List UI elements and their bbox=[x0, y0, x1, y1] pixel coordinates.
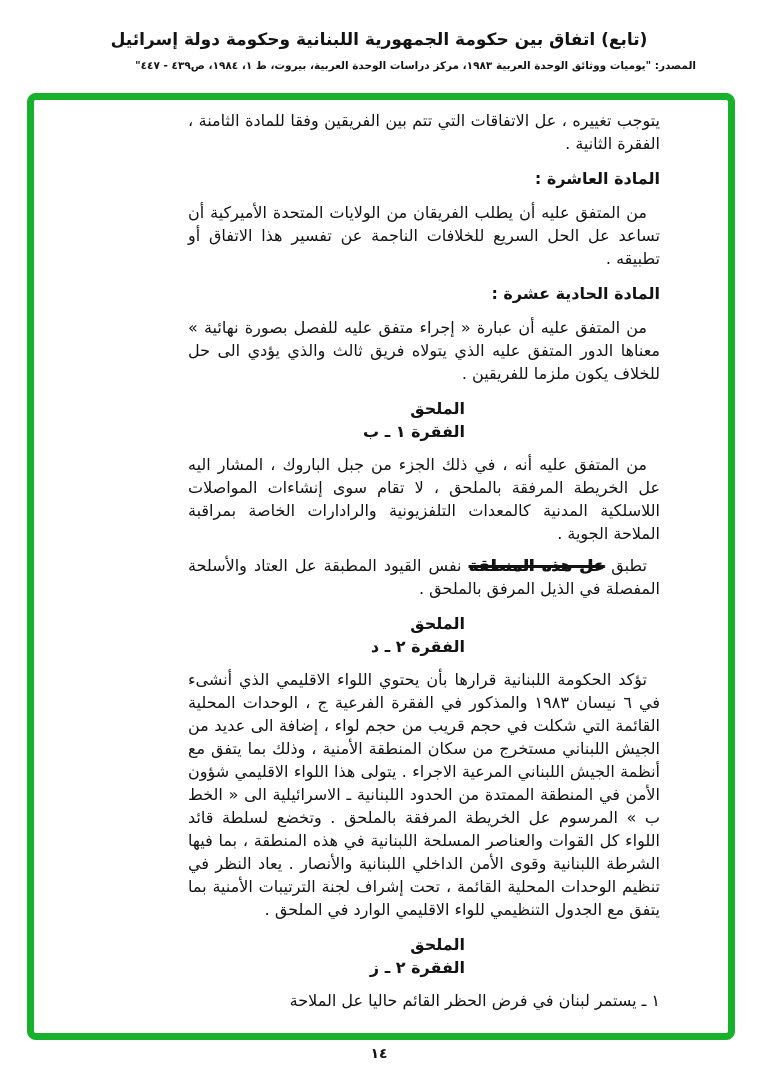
annex-2d-paragraph: تؤكد الحكومة اللبنانية قرارها بأن يحتوي اللواء الاقليمي الذي أنشىء في ٦ نيسان ١٩٨٣ والمذكور في الفقرة الفرعية ج ، الوحدات المحلية القائمة التي شكلت في حجم قريب من حجم لواء ، إضافة الى عديد من الجيش اللبناني مستخرج من سكان المنطقة الأمنية ، وذلك بما يتفق مع أنظمة الجيش اللبناني المرعية الاجراء . يتولى هذا اللواء الاقليمي شؤون الأمن في المنطقة الممتدة من الحدود اللبنانية ـ الاسرائيلية الى « الخط ب » المرسوم عل الخريطة المرفقة بالملحق . وتخضع لسلطة قائد اللواء كل القوات والعناصر المسلحة اللبنانية في هذه المنطقة ، بما فيها الشرطة اللبنانية وقوى الأمن الداخلي اللبنانية والأنصار . يعاد النظر في تنظيم الوحدات المحلية القائمة ، تحت إشراف لجنة الترتيبات الأمنية بما يتفق مع الجدول التنظيمي للواء الاقليمي الوارد في الملحق . bbox=[188, 670, 660, 919]
annex-1b-paragraph: من المتفق عليه أنه ، في ذلك الجزء من جبل الباروك ، المشار اليه عل الخريطة المرفقة بالملحق ، لا تقام سوى إنشاءات المواصلات اللاسلكية المدنية كالمعدات التلفزيونية والرادارات الخاصة بمراقبة الملاحة الجوية . bbox=[188, 455, 660, 543]
restrictions-paragraph-prefix: تطبق bbox=[604, 556, 648, 575]
document-body bbox=[34, 100, 728, 1012]
page-number: ١٤ bbox=[370, 1046, 388, 1062]
article-10-heading: المادة العاشرة : bbox=[534, 169, 660, 188]
source-citation: المصدر: "يوميات ووثائق الوحدة العربية ١٩٨٣، مركز دراسات الوحدة العربية، بيروت، ط ١، ١٩٨٤، ص٤٣٩ - ٤٤٧" bbox=[135, 60, 696, 72]
annex-clause-label-1b: الفقرة ١ ـ ب bbox=[363, 422, 465, 441]
article-11-paragraph: من المتفق عليه أن عبارة « إجراء متفق عليه للفصل بصورة نهائية » معناها الدور المتفق عليه الذي يتولاه فريق ثالث والذي يؤدي الى حل للخلاف يكون ملزما للفريقين . bbox=[188, 318, 660, 383]
article-11-heading: المادة الحادية عشرة : bbox=[491, 284, 660, 303]
article-10-paragraph: من المتفق عليه أن يطلب الفريقان من الولايات المتحدة الأميركية أن تساعد عل الحل السريع للخلافات الناجمة عن تفسير هذا الاتفاق أو تطبيقه . bbox=[188, 203, 660, 268]
document-frame bbox=[27, 93, 735, 1040]
overstruck-text: عل هذه المنطقة bbox=[468, 556, 605, 575]
annex-clause-label-2z: الفقرة ٢ ـ ز bbox=[369, 958, 465, 977]
annex-heading: الملحق bbox=[410, 399, 465, 418]
annex-heading: الملحق bbox=[410, 614, 465, 633]
annex-1b-restrictions-paragraph bbox=[188, 554, 660, 600]
annex-clause-label-2d: الفقرة ٢ ـ د bbox=[370, 637, 465, 656]
annex-heading: الملحق bbox=[410, 935, 465, 954]
continuation-paragraph: يتوجب تغييره ، عل الاتفاقات التي تتم بين الفريقين وفقا للمادة الثامنة ، الفقرة الثانية . bbox=[188, 111, 660, 153]
restrictions-paragraph-suffix: نفس القيود المطبقة عل العتاد والأسلحة المفصلة في الذيل المرفق بالملحق . bbox=[188, 556, 660, 598]
document-title: (تابع) اتفاق بين حكومة الجمهورية اللبنانية وحكومة دولة إسرائيل bbox=[110, 30, 648, 50]
annex-2z-item-1: ١ ـ يستمر لبنان في فرض الحظر القائم حاليا عل الملاحة bbox=[289, 991, 660, 1010]
